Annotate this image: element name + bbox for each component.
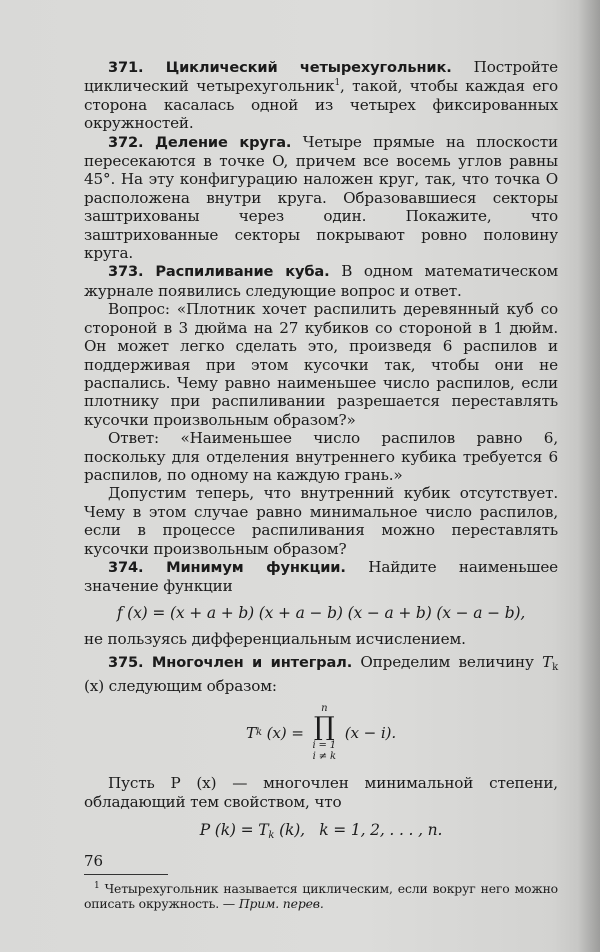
problem-373-heading: 373. Распиливание куба. <box>108 263 330 281</box>
function-formula: f (x) = (x + a + b) (x + a − b) (x − a + b) (x − a − b), <box>116 603 526 622</box>
formula-rhs: (x − i). <box>340 723 396 742</box>
problem-373-followup: Допустим теперь, что внутренний кубик отсутствует. Чему в этом случае равно минимальное число распилов, если в процессе распиливания можно переставлять кусочки произвольным образом? <box>84 484 558 558</box>
product-lower-limit: i = 1 <box>312 740 337 752</box>
formula-lhs: T <box>245 723 256 742</box>
product-symbol: ∏ <box>313 712 335 743</box>
page-number: 76 <box>84 852 104 870</box>
product-condition: i ≠ k <box>312 751 336 763</box>
polynomial-condition <box>84 821 558 845</box>
problem-371 <box>84 58 558 133</box>
problem-375-text3: Пусть P (x) — многочлен минимальной степени, обладающий тем свойством, что <box>84 774 558 811</box>
problem-373 <box>84 262 558 300</box>
formula-lhs-rest: (x) = <box>261 723 309 742</box>
problem-374-text: Найдите наименьшее значение функции <box>84 557 558 596</box>
problem-375-text: Определим величину <box>352 652 534 671</box>
tk-subscript: k <box>552 661 558 673</box>
tk-symbol: T <box>542 652 553 671</box>
page-spine-shadow <box>578 0 600 952</box>
footnote <box>84 881 558 912</box>
footnote-divider <box>84 874 168 875</box>
problem-372-heading: 372. Деление круга. <box>108 133 292 151</box>
problem-375-text2: (x) следующим образом: <box>84 677 277 695</box>
problem-372-text: Четыре прямые на плоскости пересекаются в точке O, причем все восемь углов равны 45°. На эту конфигурацию наложен круг, так, что точка O расположена внутри круга. Образовавшиеся секторы заштрихованы через один. Покажите, что заштрихованные секторы покрывают ровно половину круга. <box>84 132 558 263</box>
problem-373-answer: Ответ: «Наименьшее число распилов равно 6, поскольку для отделения внутреннего кубика требуется 6 распилов, по одному на каждую грань.» <box>84 429 558 484</box>
product-operator <box>312 703 336 762</box>
problem-371-heading: 371. Циклический четырехугольник. <box>108 59 452 76</box>
footnote-mark: 1 <box>94 880 100 891</box>
book-page <box>84 58 558 912</box>
problem-375-heading: 375. Многочлен и интеграл. <box>108 653 353 671</box>
problem-374-heading: 374. Минимум функции. <box>108 558 346 576</box>
formula-lhs-sub: k <box>255 726 262 738</box>
problem-374 <box>84 558 558 596</box>
footnote-ref: 1 <box>334 78 341 89</box>
problem-374-after: не пользуясь дифференциальным исчислением. <box>84 630 466 649</box>
product-upper-limit: n <box>321 703 328 715</box>
footnote-text: Четырехугольник называется циклическим, если вокруг него можно описать окружность. — <box>84 880 558 912</box>
problem-373-question: Вопрос: «Плотник хочет распилить деревянный куб со стороной в 3 дюйма на 27 кубиков со стороной в 1 дюйм. Он может легко сделать это, произведя 6 распилов и поддерживая при этом кусочки так, чтобы они не распались. Чему равно наименьшее число распилов, если плотнику при распиливании разрешается переставлять кусочки произвольным образом?» <box>84 300 558 429</box>
problem-371-text-a: Постройте циклический четырехугольник <box>84 58 558 96</box>
footnote-note: Прим. перев. <box>238 896 324 912</box>
problem-371-text-b: , такой, чтобы каждая его сторона касалась одной из четырех фиксированных окружностей. <box>84 77 559 133</box>
product-formula <box>84 703 558 762</box>
formula2-rest: (k), k = 1, 2, . . . , n. <box>274 821 443 840</box>
problem-372 <box>84 133 558 263</box>
problem-375 <box>84 653 558 696</box>
formula2-sub: k <box>268 830 275 842</box>
problem-373-text: В одном математическом журнале появились следующие вопрос и ответ. <box>84 262 558 300</box>
formula2-lhs: P (k) = T <box>199 821 269 840</box>
